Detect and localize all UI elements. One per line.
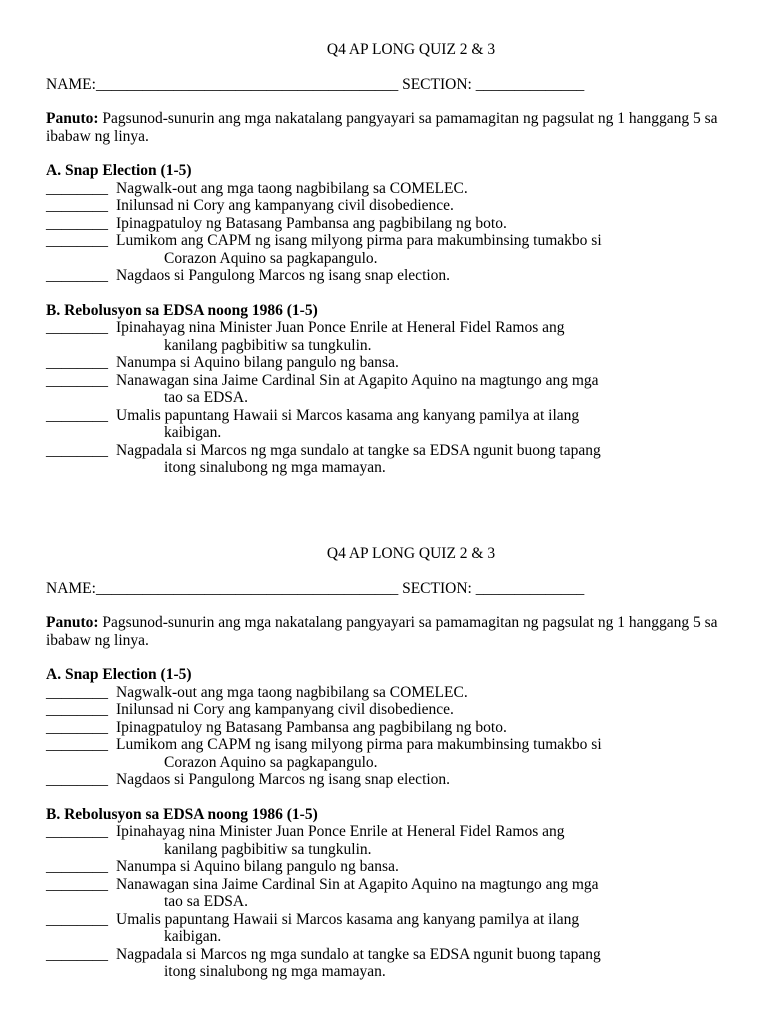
quiz-item (46, 946, 736, 981)
answer-blank: ________ (46, 945, 108, 963)
answer-blank: ________ (46, 771, 108, 788)
section-heading: B. Rebolusyon sa EDSA noong 1986 (1-5) (46, 301, 318, 319)
item-text: Nagwalk-out ang mga taong nagbibilang sa COMELEC. (116, 683, 468, 701)
quiz-sheet (46, 545, 736, 998)
instructions (46, 614, 736, 649)
answer-blank: ________ (46, 232, 108, 249)
answer-blank: ________ (46, 441, 108, 459)
answer-blank: ________ (46, 701, 108, 718)
item-text: Nagdaos si Pangulong Marcos ng isang snap election. (116, 267, 451, 284)
item-text: Inilunsad ni Cory ang kampanyang civil disobedience. (116, 197, 454, 214)
item-text: Umalis papuntang Hawaii si Marcos kasama ang kanyang pamilya at ilang (116, 910, 580, 928)
instructions-text: Pagsunod-sunurin ang mga nakatalang pangyayari sa pamamagitan ng pagsulat ng 1 hanggang 5 sa ibabaw ng linya. (46, 614, 718, 649)
instructions (46, 110, 736, 145)
item-text: Nanawagan sina Jaime Cardinal Sin at Agapito Aquino na magtungo ang mga (116, 371, 599, 389)
quiz-item (46, 267, 736, 285)
item-text: Ipinahayag nina Minister Juan Ponce Enrile at Heneral Fidel Ramos ang (116, 319, 565, 336)
item-text: Nagpadala si Marcos ng mga sundalo at tangke sa EDSA ngunit buong tapang (116, 945, 601, 963)
answer-blank: ________ (46, 823, 108, 840)
instructions-text: Pagsunod-sunurin ang mga nakatalang pangyayari sa pamamagitan ng pagsulat ng 1 hanggang 5 sa ibabaw ng linya. (46, 110, 718, 145)
answer-blank: ________ (46, 354, 108, 371)
quiz-item (46, 858, 736, 876)
item-text-continued: kaibigan. (164, 928, 222, 945)
item-text-continued: tao sa EDSA. (164, 893, 248, 910)
item-text: Ipinahayag nina Minister Juan Ponce Enrile at Heneral Fidel Ramos ang (116, 823, 565, 840)
section-a (46, 162, 736, 285)
quiz-item (46, 719, 736, 737)
item-text: Umalis papuntang Hawaii si Marcos kasama ang kanyang pamilya at ilang (116, 406, 580, 424)
item-text-continued: Corazon Aquino sa pagkapangulo. (164, 249, 378, 267)
item-text: Nagpadala si Marcos ng mga sundalo at tangke sa EDSA ngunit buong tapang (116, 441, 601, 459)
quiz-item (46, 823, 736, 858)
quiz-item (46, 232, 736, 267)
item-text-continued: tao sa EDSA. (164, 389, 248, 406)
quiz-item (46, 684, 736, 702)
quiz-item (46, 701, 736, 719)
answer-blank: ________ (46, 267, 108, 284)
answer-blank: ________ (46, 683, 108, 701)
instructions-label: Panuto: (46, 614, 99, 631)
item-text-continued: Corazon Aquino sa pagkapangulo. (164, 753, 378, 771)
quiz-item (46, 876, 736, 911)
instructions-label: Panuto: (46, 110, 99, 127)
section-a (46, 666, 736, 789)
item-text: Nanumpa si Aquino bilang pangulo ng bansa. (116, 354, 399, 371)
item-text: Lumikom ang CAPM ng isang milyong pirma para makumbinsing tumakbo si (116, 736, 602, 753)
quiz-item (46, 442, 736, 477)
section-b (46, 302, 736, 477)
section-heading: A. Snap Election (1-5) (46, 162, 192, 179)
item-text: Nanumpa si Aquino bilang pangulo ng bansa. (116, 858, 399, 875)
quiz-item (46, 736, 736, 771)
item-text: Nanawagan sina Jaime Cardinal Sin at Agapito Aquino na magtungo ang mga (116, 875, 599, 893)
answer-blank: ________ (46, 371, 108, 389)
answer-blank: ________ (46, 736, 108, 753)
answer-blank: ________ (46, 214, 108, 232)
item-text-continued: kanilang pagbibitiw sa tungkulin. (164, 336, 372, 354)
quiz-item (46, 372, 736, 407)
answer-blank: ________ (46, 875, 108, 893)
answer-blank: ________ (46, 179, 108, 197)
name-section-line: NAME:_______________________________________ SECTION: ______________ (46, 75, 585, 93)
quiz-title: Q4 AP LONG QUIZ 2 & 3 (326, 41, 496, 58)
section-heading: B. Rebolusyon sa EDSA noong 1986 (1-5) (46, 805, 318, 823)
item-text-continued: kanilang pagbibitiw sa tungkulin. (164, 840, 372, 858)
item-text: Inilunsad ni Cory ang kampanyang civil disobedience. (116, 701, 454, 718)
item-text-continued: itong sinalubong ng mga mamayan. (164, 963, 386, 980)
quiz-item (46, 771, 736, 789)
quiz-title: Q4 AP LONG QUIZ 2 & 3 (326, 545, 496, 562)
item-text: Nagwalk-out ang mga taong nagbibilang sa COMELEC. (116, 179, 468, 197)
answer-blank: ________ (46, 319, 108, 336)
quiz-item (46, 354, 736, 372)
section-heading: A. Snap Election (1-5) (46, 666, 192, 683)
quiz-item (46, 319, 736, 354)
item-text: Ipinagpatuloy ng Batasang Pambansa ang pagbibilang ng boto. (116, 718, 507, 736)
answer-blank: ________ (46, 858, 108, 875)
answer-blank: ________ (46, 197, 108, 214)
name-section-line: NAME:_______________________________________ SECTION: ______________ (46, 579, 585, 597)
quiz-item (46, 197, 736, 215)
section-b (46, 806, 736, 981)
item-text-continued: kaibigan. (164, 424, 222, 441)
answer-blank: ________ (46, 718, 108, 736)
quiz-item (46, 180, 736, 198)
item-text: Ipinagpatuloy ng Batasang Pambansa ang pagbibilang ng boto. (116, 214, 507, 232)
item-text: Nagdaos si Pangulong Marcos ng isang snap election. (116, 771, 451, 788)
quiz-item (46, 911, 736, 946)
item-text: Lumikom ang CAPM ng isang milyong pirma para makumbinsing tumakbo si (116, 232, 602, 249)
answer-blank: ________ (46, 406, 108, 424)
answer-blank: ________ (46, 910, 108, 928)
quiz-sheet (46, 41, 736, 494)
quiz-item (46, 407, 736, 442)
quiz-item (46, 215, 736, 233)
item-text-continued: itong sinalubong ng mga mamayan. (164, 459, 386, 476)
